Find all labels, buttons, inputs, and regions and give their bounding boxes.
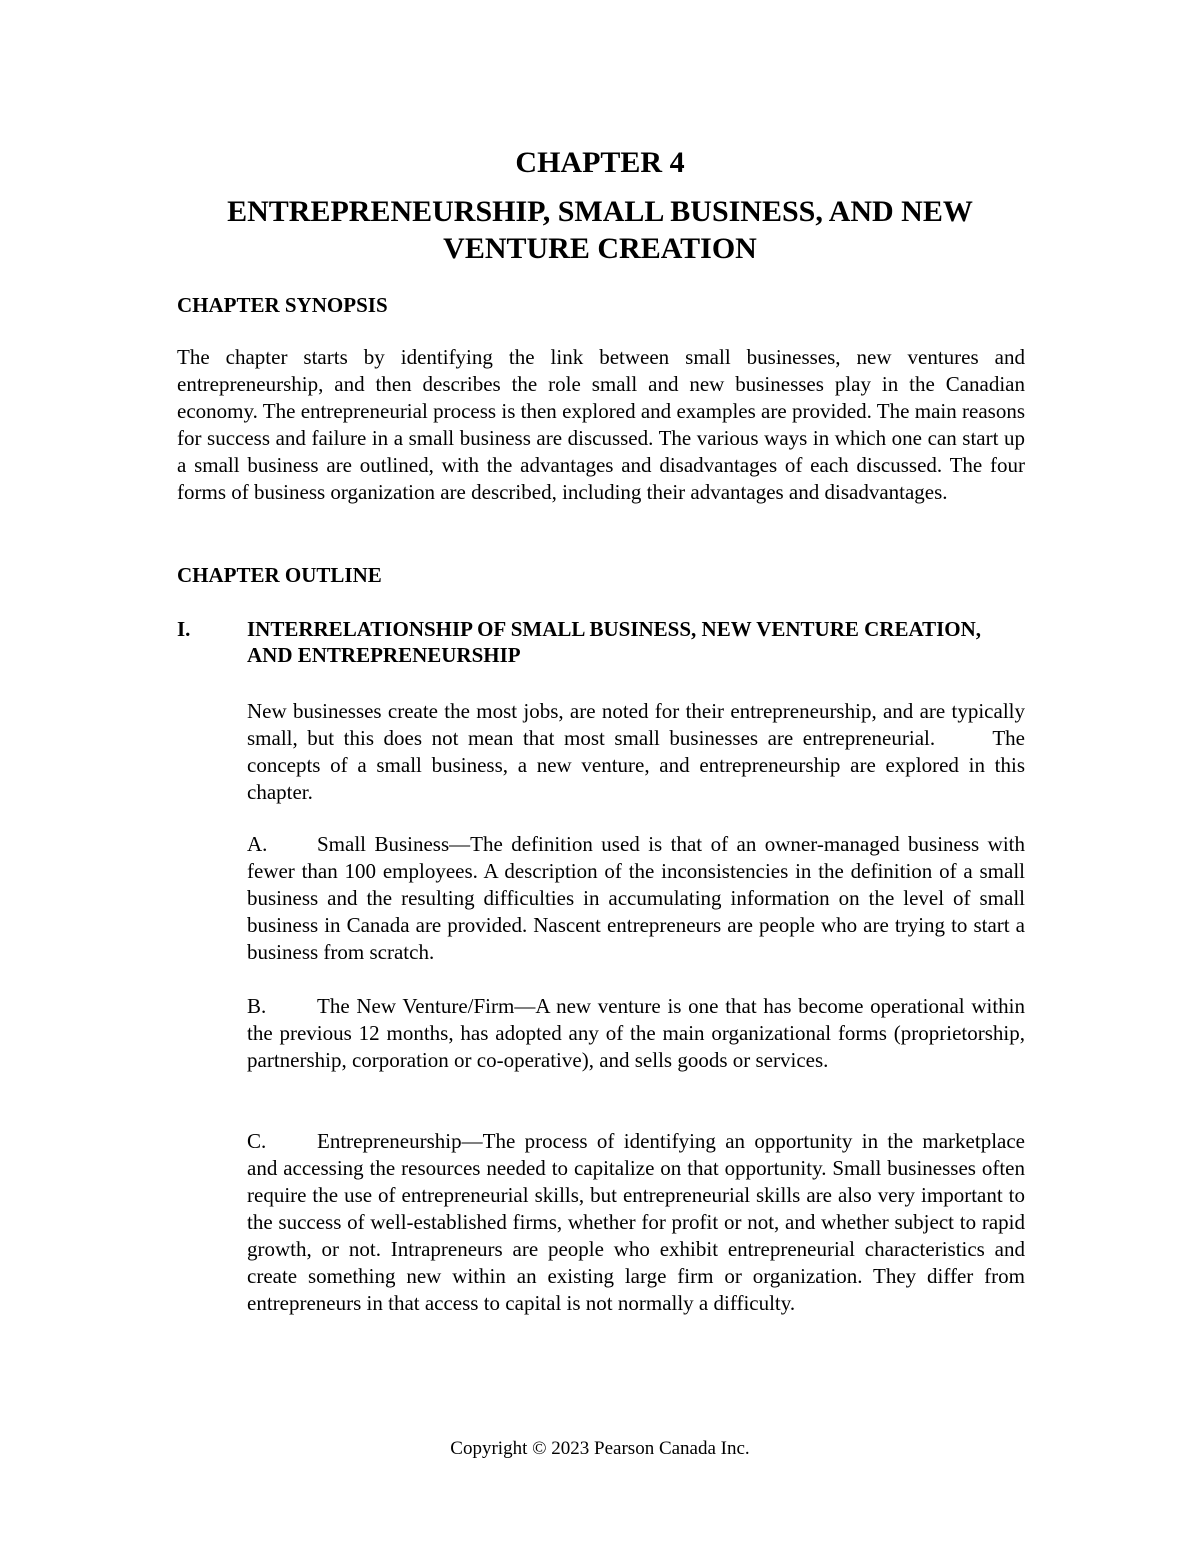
subsection-a xyxy=(247,831,1025,966)
synopsis-heading: CHAPTER SYNOPSIS xyxy=(177,293,388,317)
outline-heading: CHAPTER OUTLINE xyxy=(177,563,382,587)
subsection-text: Small Business—The definition used is that of an owner-managed business with fewer than 100 employees. A description of the inconsistencies in the definition of a small business and the resulting difficulties in accumulating information on the level of small business in Canada are provided. Nascent entrepreneurs are people who are trying to start a business from scratch. xyxy=(247,832,1025,964)
subsection-text: Entrepreneurship—The process of identifying an opportunity in the marketplace and accessing the resources needed to capitalize on that opportunity. Small businesses often require the use of entrepreneurial skills, but entrepreneurial skills are also very important to the success of well-established firms, whether for profit or not, and whether subject to rapid growth, or not. Intrapreneurs are people who exhibit entrepreneurial characteristics and create something new within an existing large firm or organization. They differ from entrepreneurs in that access to capital is not normally a difficulty. xyxy=(247,1129,1025,1315)
subsection-b xyxy=(247,993,1025,1074)
outline-intro-paragraph: New businesses create the most jobs, are noted for their entrepreneurship, and are typically small, but this does not mean that most small businesses are entrepreneurial. The concepts of a small business, a new venture, and entrepreneurship are explored in this chapter. xyxy=(247,699,1025,804)
copyright-footer: Copyright © 2023 Pearson Canada Inc. xyxy=(450,1438,750,1459)
subsection-letter: C. xyxy=(247,1129,267,1153)
subsection-letter: A. xyxy=(247,832,268,856)
subsection-letter: B. xyxy=(247,994,267,1018)
synopsis-paragraph: The chapter starts by identifying the link between small businesses, new ventures and entrepreneurship, and then describes the role small and new businesses play in the Canadian economy. The entrepreneurial process is then explored and examples are provided. The main reasons for success and failure in a small business are discussed. The various ways in which one can start up a small business are outlined, with the advantages and disadvantages of each discussed. The four forms of business organization are described, including their advantages and disadvantages. xyxy=(177,345,1025,504)
outline-item-title: INTERRELATIONSHIP OF SMALL BUSINESS, NEW VENTURE CREATION, AND ENTREPRENEURSHIP xyxy=(247,617,982,667)
subsection-c xyxy=(247,1128,1025,1317)
outline-item-number: I. xyxy=(177,617,191,641)
subsection-text: The New Venture/Firm—A new venture is one that has become operational within the previous 12 months, has adopted any of the main organizational forms (proprietorship, partnership, corporation or co-operative), and sells goods or services. xyxy=(247,994,1025,1072)
chapter-number: CHAPTER 4 xyxy=(515,146,685,179)
chapter-title: ENTREPRENEURSHIP, SMALL BUSINESS, AND NEW VENTURE CREATION xyxy=(227,195,973,265)
